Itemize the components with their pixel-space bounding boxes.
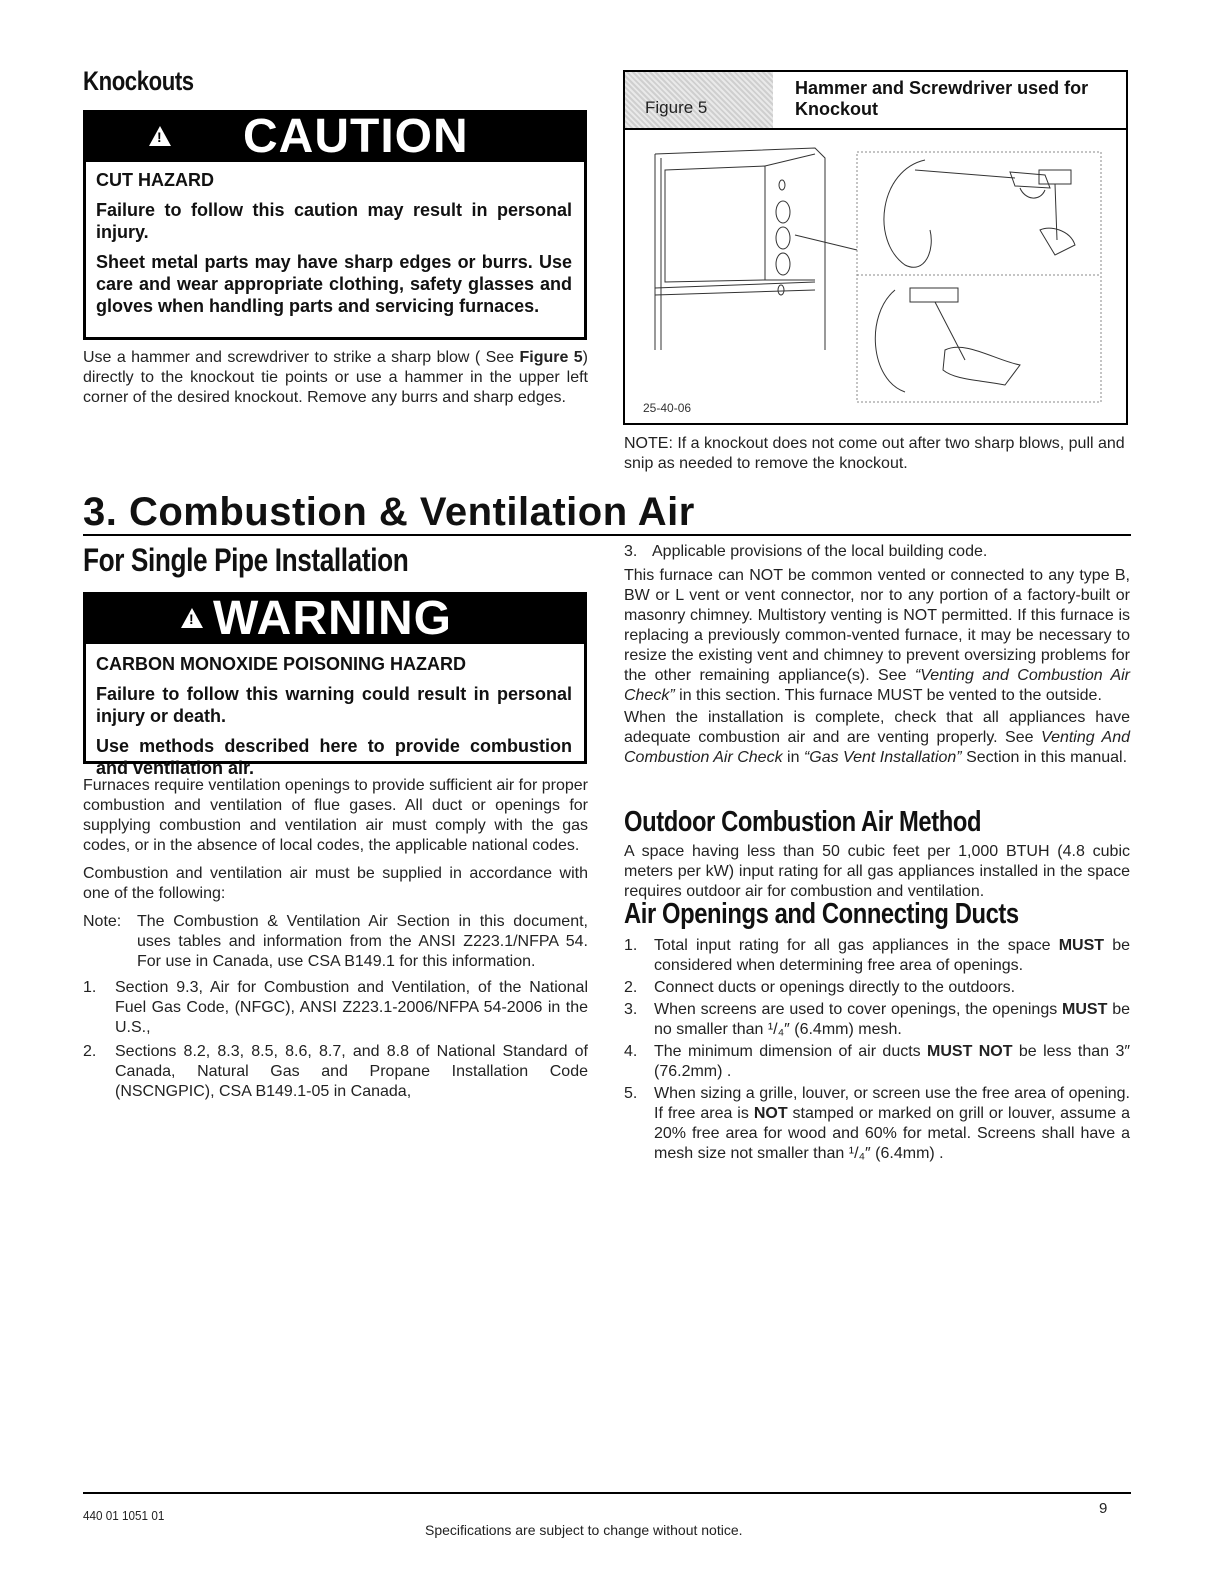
hazard-title: CUT HAZARD — [96, 170, 214, 190]
warning-line-2: Use methods described here to provide combustion and ventilation air. — [96, 736, 572, 778]
warning-box — [83, 592, 587, 778]
note-label: Note: — [83, 913, 122, 930]
list-text: be less than 3″ (76.2mm) . — [654, 1043, 1131, 1080]
list-text: Total input rating for all gas appliances in the space — [654, 937, 1059, 954]
document-number: 440 01 1051 01 — [83, 1508, 165, 1523]
list-item — [624, 1042, 1130, 1082]
supply-paragraph: Combustion and ventilation air must be supplied in accordance with one of the following: — [83, 865, 588, 902]
list-number: 1. — [83, 979, 97, 996]
list-emphasis: NOT — [753, 1105, 788, 1122]
list-number: 3. — [624, 543, 638, 560]
knockouts-paragraph — [83, 348, 588, 408]
ventilation-paragraph: Furnaces require ventilation openings to provide sufficient air for proper combustion and ventilation of flue gases. All duct or openings for supplying combustion and ventilation air must comply with the gas codes, or in the absence of local codes, the applicable national codes. — [83, 777, 588, 854]
list-number: 5. — [624, 1085, 638, 1102]
common-venting-paragraph — [624, 566, 1130, 706]
page-number: 9 — [1099, 1500, 1108, 1517]
warning-line-1: Failure to follow this warning could result in personal injury or death. — [96, 684, 572, 726]
code-list — [83, 978, 588, 1102]
right-column-body — [624, 542, 1130, 776]
figure-title: Hammer and Screwdriver used for Knockout — [795, 78, 1089, 119]
list-item — [624, 936, 1130, 976]
list-number: 2. — [83, 1043, 97, 1060]
list-text: stamped or marked on grill or louver, assume a 20% free area for wood and 60% for metal. Screens shall have a mesh size not smaller than ¹/₄″ (6.4mm) . — [654, 1105, 1130, 1162]
list-emphasis: MUST NOT — [927, 1043, 1013, 1060]
list-text: Section 9.3, Air for Combustion and Ventilation, of the National Fuel Gas Code, (NFGC), ANSI Z223.1-2006/NFPA 54-2006 in the U.S., — [115, 979, 588, 1036]
warning-word: WARNING — [213, 592, 452, 645]
code-list-continued — [624, 542, 1130, 562]
outdoor-air-heading: Outdoor Combustion Air Method — [624, 806, 982, 838]
para-text: When the installation is complete, check that all appliances have adequate combustion air and are venting properly. See — [624, 709, 1130, 746]
venting-check-reference: “Venting and Combustion Air Check” — [624, 667, 1131, 704]
figure-reference: Figure 5 — [519, 349, 583, 366]
caution-banner — [83, 110, 587, 162]
left-column-body — [83, 776, 588, 1106]
list-emphasis: MUST — [1058, 937, 1105, 954]
caution-line-2: Sheet metal parts may have sharp edges or burrs. Use care and wear appropriate clothing, safety glasses and gloves when handling parts and servicing furnaces. — [96, 252, 572, 316]
section-title: 3. Combustion & Ventilation Air — [83, 490, 695, 534]
list-number: 3. — [624, 1001, 638, 1018]
list-text: be no smaller than ¹/₄″ (6.4mm) mesh. — [654, 1001, 1130, 1038]
list-text: Sections 8.2, 8.3, 8.5, 8.6, 8.7, and 8.8 of National Standard of Canada, Natural Gas and Propane Installation Code (NSCNGPIC), CSA B149.1-05 in Canada, — [115, 1043, 588, 1100]
figure-note: NOTE: If a knockout does not come out after two sharp blows, pull and snip as needed to remove the knockout. — [624, 435, 1125, 472]
list-emphasis: MUST — [1062, 1001, 1108, 1018]
list-text: The minimum dimension of air ducts — [654, 1043, 928, 1060]
screwdriver-hammer-drawing — [884, 160, 1075, 267]
installation-check-paragraph — [624, 708, 1130, 768]
list-number: 4. — [624, 1043, 638, 1060]
figure-label: Figure 5 — [645, 98, 708, 117]
section-rule — [83, 534, 1131, 536]
air-openings-list — [624, 936, 1130, 1166]
list-item — [624, 978, 1130, 998]
hammer-drawing — [875, 288, 1020, 392]
list-number: 2. — [624, 979, 638, 996]
figure-5 — [623, 70, 1128, 425]
list-text: When screens are used to cover openings, the openings — [654, 1001, 1063, 1018]
list-text: Applicable provisions of the local building code. — [652, 543, 988, 560]
warning-triangle-icon — [149, 126, 171, 146]
venting-check-reference: Venting And Combustion Air Check — [624, 729, 1130, 766]
list-item — [83, 1042, 588, 1102]
list-text: When sizing a grille, louver, or screen use the free area of opening. If free area is — [654, 1085, 1130, 1122]
para-text: Section in this manual. — [961, 749, 1128, 766]
note-text: The Combustion & Ventilation Air Section in this document, uses tables and information from the ANSI Z223.1/NFPA 54. For use in Canada, use CSA B149.1 for this information. — [137, 913, 588, 970]
figure-header — [625, 72, 1126, 130]
knockouts-heading: Knockouts — [83, 66, 194, 96]
list-item — [624, 1000, 1130, 1040]
knockout-illustration — [625, 130, 1126, 423]
outdoor-air-paragraph: A space having less than 50 cubic feet per 1,000 BTUH (4.8 cubic meters per kW) input rating for all gas appliances installed in the space requires outdoor air for combustion and ventilation. — [624, 843, 1130, 900]
furnace-cabinet-drawing — [655, 148, 857, 350]
knockouts-text-a: Use a hammer and screwdriver to strike a sharp blow ( See — [83, 349, 520, 366]
figure-code: 25-40-06 — [643, 401, 692, 415]
list-item — [624, 542, 1130, 562]
list-item — [83, 978, 588, 1038]
footer-notice: Specifications are subject to change without notice. — [425, 1522, 743, 1538]
gas-vent-reference: “Gas Vent Installation” — [803, 749, 962, 766]
hazard-title: CARBON MONOXIDE POISONING HAZARD — [96, 654, 467, 674]
para-text: in — [782, 749, 804, 766]
caution-word: CAUTION — [243, 110, 469, 163]
list-text: Connect ducts or openings directly to the outdoors. — [654, 979, 1016, 996]
para-text: in this section. This furnace MUST be vented to the outside. — [674, 687, 1102, 704]
para-text: This furnace can NOT be common vented or connected to any type B, BW or L vent or vent connector, nor to any portion of a factory-built or masonry chimney. Multistory venting is NOT permitted. If this furnace is replacing a previously common-vented furnace, it may be necessary to resize the existing vent and chimney to prevent oversizing problems for the other remaining appliance(s). See — [624, 567, 1130, 684]
knockouts-text-b: ) directly to the knockout tie points or use a hammer in the upper left corner of the desired knockout. Remove any burrs and sharp edges. — [83, 349, 588, 406]
figure-label-box — [625, 72, 773, 128]
caution-line-1: Failure to follow this caution may result in personal injury. — [96, 200, 572, 242]
caution-box — [83, 110, 587, 340]
air-openings-heading: Air Openings and Connecting Ducts — [624, 898, 1019, 930]
single-pipe-heading: For Single Pipe Installation — [83, 542, 409, 578]
list-item — [624, 1084, 1130, 1164]
footer-rule — [83, 1492, 1131, 1494]
warning-banner — [83, 592, 587, 644]
list-number: 1. — [624, 937, 638, 954]
note-block — [83, 912, 588, 972]
list-text: be considered when determining free area of openings. — [654, 937, 1130, 974]
detail-frames — [857, 152, 1101, 402]
warning-triangle-icon — [181, 608, 203, 628]
